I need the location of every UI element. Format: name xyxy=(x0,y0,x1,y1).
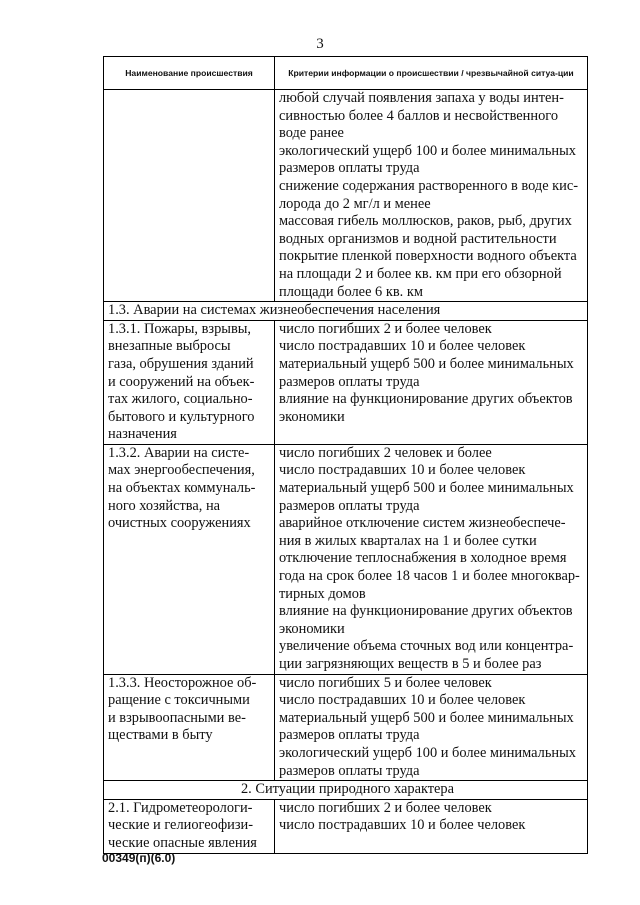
criteria-line: материальный ущерб 500 и более минимальных xyxy=(279,480,574,497)
page-number: 3 xyxy=(316,36,324,52)
criteria-line: ния в жилых кварталах на 1 и более сутки xyxy=(279,532,537,549)
section-heading-1-3: 1.3. Аварии на системах жизнеобеспечения населения xyxy=(104,302,588,321)
incident-name-cell xyxy=(104,674,275,781)
criteria-line: на площади 2 и более кв. км при его обзорной xyxy=(279,265,562,282)
criteria-line: экономики xyxy=(279,620,345,637)
criteria-line: влияние на функционирование других объектов xyxy=(279,603,573,620)
incident-name-line: бытового и культурного xyxy=(108,408,255,425)
section-heading-2: 2. Ситуации природного характера xyxy=(104,781,588,800)
criteria-line: число пострадавших 10 и более человек xyxy=(279,692,526,709)
incident-name-line: ческие опасные явления xyxy=(108,834,257,851)
incident-name-line: 1.3.2. Аварии на систе- xyxy=(108,444,250,461)
incident-name-line: и сооружений на объек- xyxy=(108,373,255,390)
incident-name-line: очистных сооружениях xyxy=(108,515,251,532)
criteria-line: ции загрязняющих веществ в 5 и более раз xyxy=(279,656,542,672)
incident-name-cell xyxy=(104,320,275,444)
criteria-cell xyxy=(275,90,588,302)
section-row-2 xyxy=(104,781,588,800)
incident-name-line: ного хозяйства, на xyxy=(108,497,221,514)
section-row-1-3 xyxy=(104,302,588,321)
criteria-line: года на срок более 18 часов 1 и более многоквар- xyxy=(279,568,580,585)
incident-name-line: 1.3.1. Пожары, взрывы, xyxy=(108,320,251,337)
incident-name-line: ществами в быту xyxy=(108,727,213,744)
table-header-row xyxy=(104,57,588,90)
criteria-cell xyxy=(275,320,588,444)
criteria-line: влияние на функционирование других объектов xyxy=(279,391,573,408)
criteria-line: экономики xyxy=(279,408,345,425)
incident-name-cell xyxy=(104,444,275,674)
incident-name-line: и взрывоопасными ве- xyxy=(108,709,246,726)
criteria-line: тирных домов xyxy=(279,585,366,602)
criteria-line: число пострадавших 10 и более человек xyxy=(279,338,526,355)
table-row-2-1 xyxy=(104,799,588,853)
criteria-line: число погибших 2 и более человек xyxy=(279,799,492,816)
criteria-line: сивностью более 4 баллов и несвойственного xyxy=(279,107,559,124)
criteria-line: размеров оплаты труда xyxy=(279,160,420,177)
table-row-1-3-3 xyxy=(104,674,588,781)
incident-name-line: внезапные выбросы xyxy=(108,338,231,355)
criteria-line: число пострадавших 10 и более человек xyxy=(279,462,526,479)
criteria-line: экологический ущерб 100 и более минимальных xyxy=(279,744,576,761)
table-row-1-3-2 xyxy=(104,444,588,674)
incident-name-line: мах энергообеспечения, xyxy=(108,462,255,479)
header-incident-name: Наименование происшествия xyxy=(104,57,275,90)
criteria-line: экологический ущерб 100 и более минимальных xyxy=(279,142,576,159)
criteria-cell xyxy=(275,799,588,853)
criteria-line: площади более 6 кв. км xyxy=(279,283,423,300)
criteria-line: водных организмов и водной растительности xyxy=(279,230,557,247)
criteria-line: аварийное отключение систем жизнеобеспече- xyxy=(279,515,566,532)
criteria-line: отключение теплоснабжения в холодное время xyxy=(279,550,567,567)
incident-name-line: 1.3.3. Неосторожное об- xyxy=(108,674,257,691)
table-row-continued xyxy=(104,90,588,302)
criteria-line: покрытие пленкой поверхности водного объекта xyxy=(279,248,577,265)
document-code: 00349(п)(6.0) xyxy=(102,851,176,865)
criteria-line: размеров оплаты труда xyxy=(279,762,420,779)
criteria-line: размеров оплаты труда xyxy=(279,497,420,514)
criteria-line: воде ранее xyxy=(279,125,344,142)
incident-name-line: на объектах коммуналь- xyxy=(108,480,256,497)
criteria-line: число погибших 5 и более человек xyxy=(279,674,492,691)
criteria-table xyxy=(103,56,588,854)
criteria-cell xyxy=(275,444,588,674)
header-criteria: Критерии информации о происшествии / чрезвычайной ситуа-ции xyxy=(275,57,588,90)
criteria-line: любой случай появления запаха у воды интен- xyxy=(279,90,564,106)
incident-name-line: газа, обрушения зданий xyxy=(108,355,254,372)
criteria-line: снижение содержания растворенного в воде кис- xyxy=(279,177,579,194)
incident-name-line: ческие и гелиогеофизи- xyxy=(108,817,254,834)
incident-name-line: ращение с токсичными xyxy=(108,692,250,709)
criteria-line: материальный ущерб 500 и более минимальных xyxy=(279,355,574,372)
incident-name-cell xyxy=(104,799,275,853)
incident-name-line: назначения xyxy=(108,426,177,443)
criteria-line: массовая гибель моллюсков, раков, рыб, других xyxy=(279,213,572,230)
criteria-line: лорода до 2 мг/л и менее xyxy=(279,195,431,212)
empty-name-cell xyxy=(104,90,275,302)
criteria-line: число погибших 2 и более человек xyxy=(279,320,492,337)
incident-name-line: тах жилого, социально- xyxy=(108,391,253,408)
criteria-line: число пострадавших 10 и более человек xyxy=(279,817,526,834)
incident-name-line: 2.1. Гидрометеорологи- xyxy=(108,799,253,816)
table-row-1-3-1 xyxy=(104,320,588,444)
criteria-line: размеров оплаты труда xyxy=(279,373,420,390)
criteria-line: размеров оплаты труда xyxy=(279,727,420,744)
criteria-line: число погибших 2 человек и более xyxy=(279,444,492,461)
criteria-line: материальный ущерб 500 и более минимальных xyxy=(279,709,574,726)
criteria-cell xyxy=(275,674,588,781)
criteria-line: увеличение объема сточных вод или концентра- xyxy=(279,638,574,655)
